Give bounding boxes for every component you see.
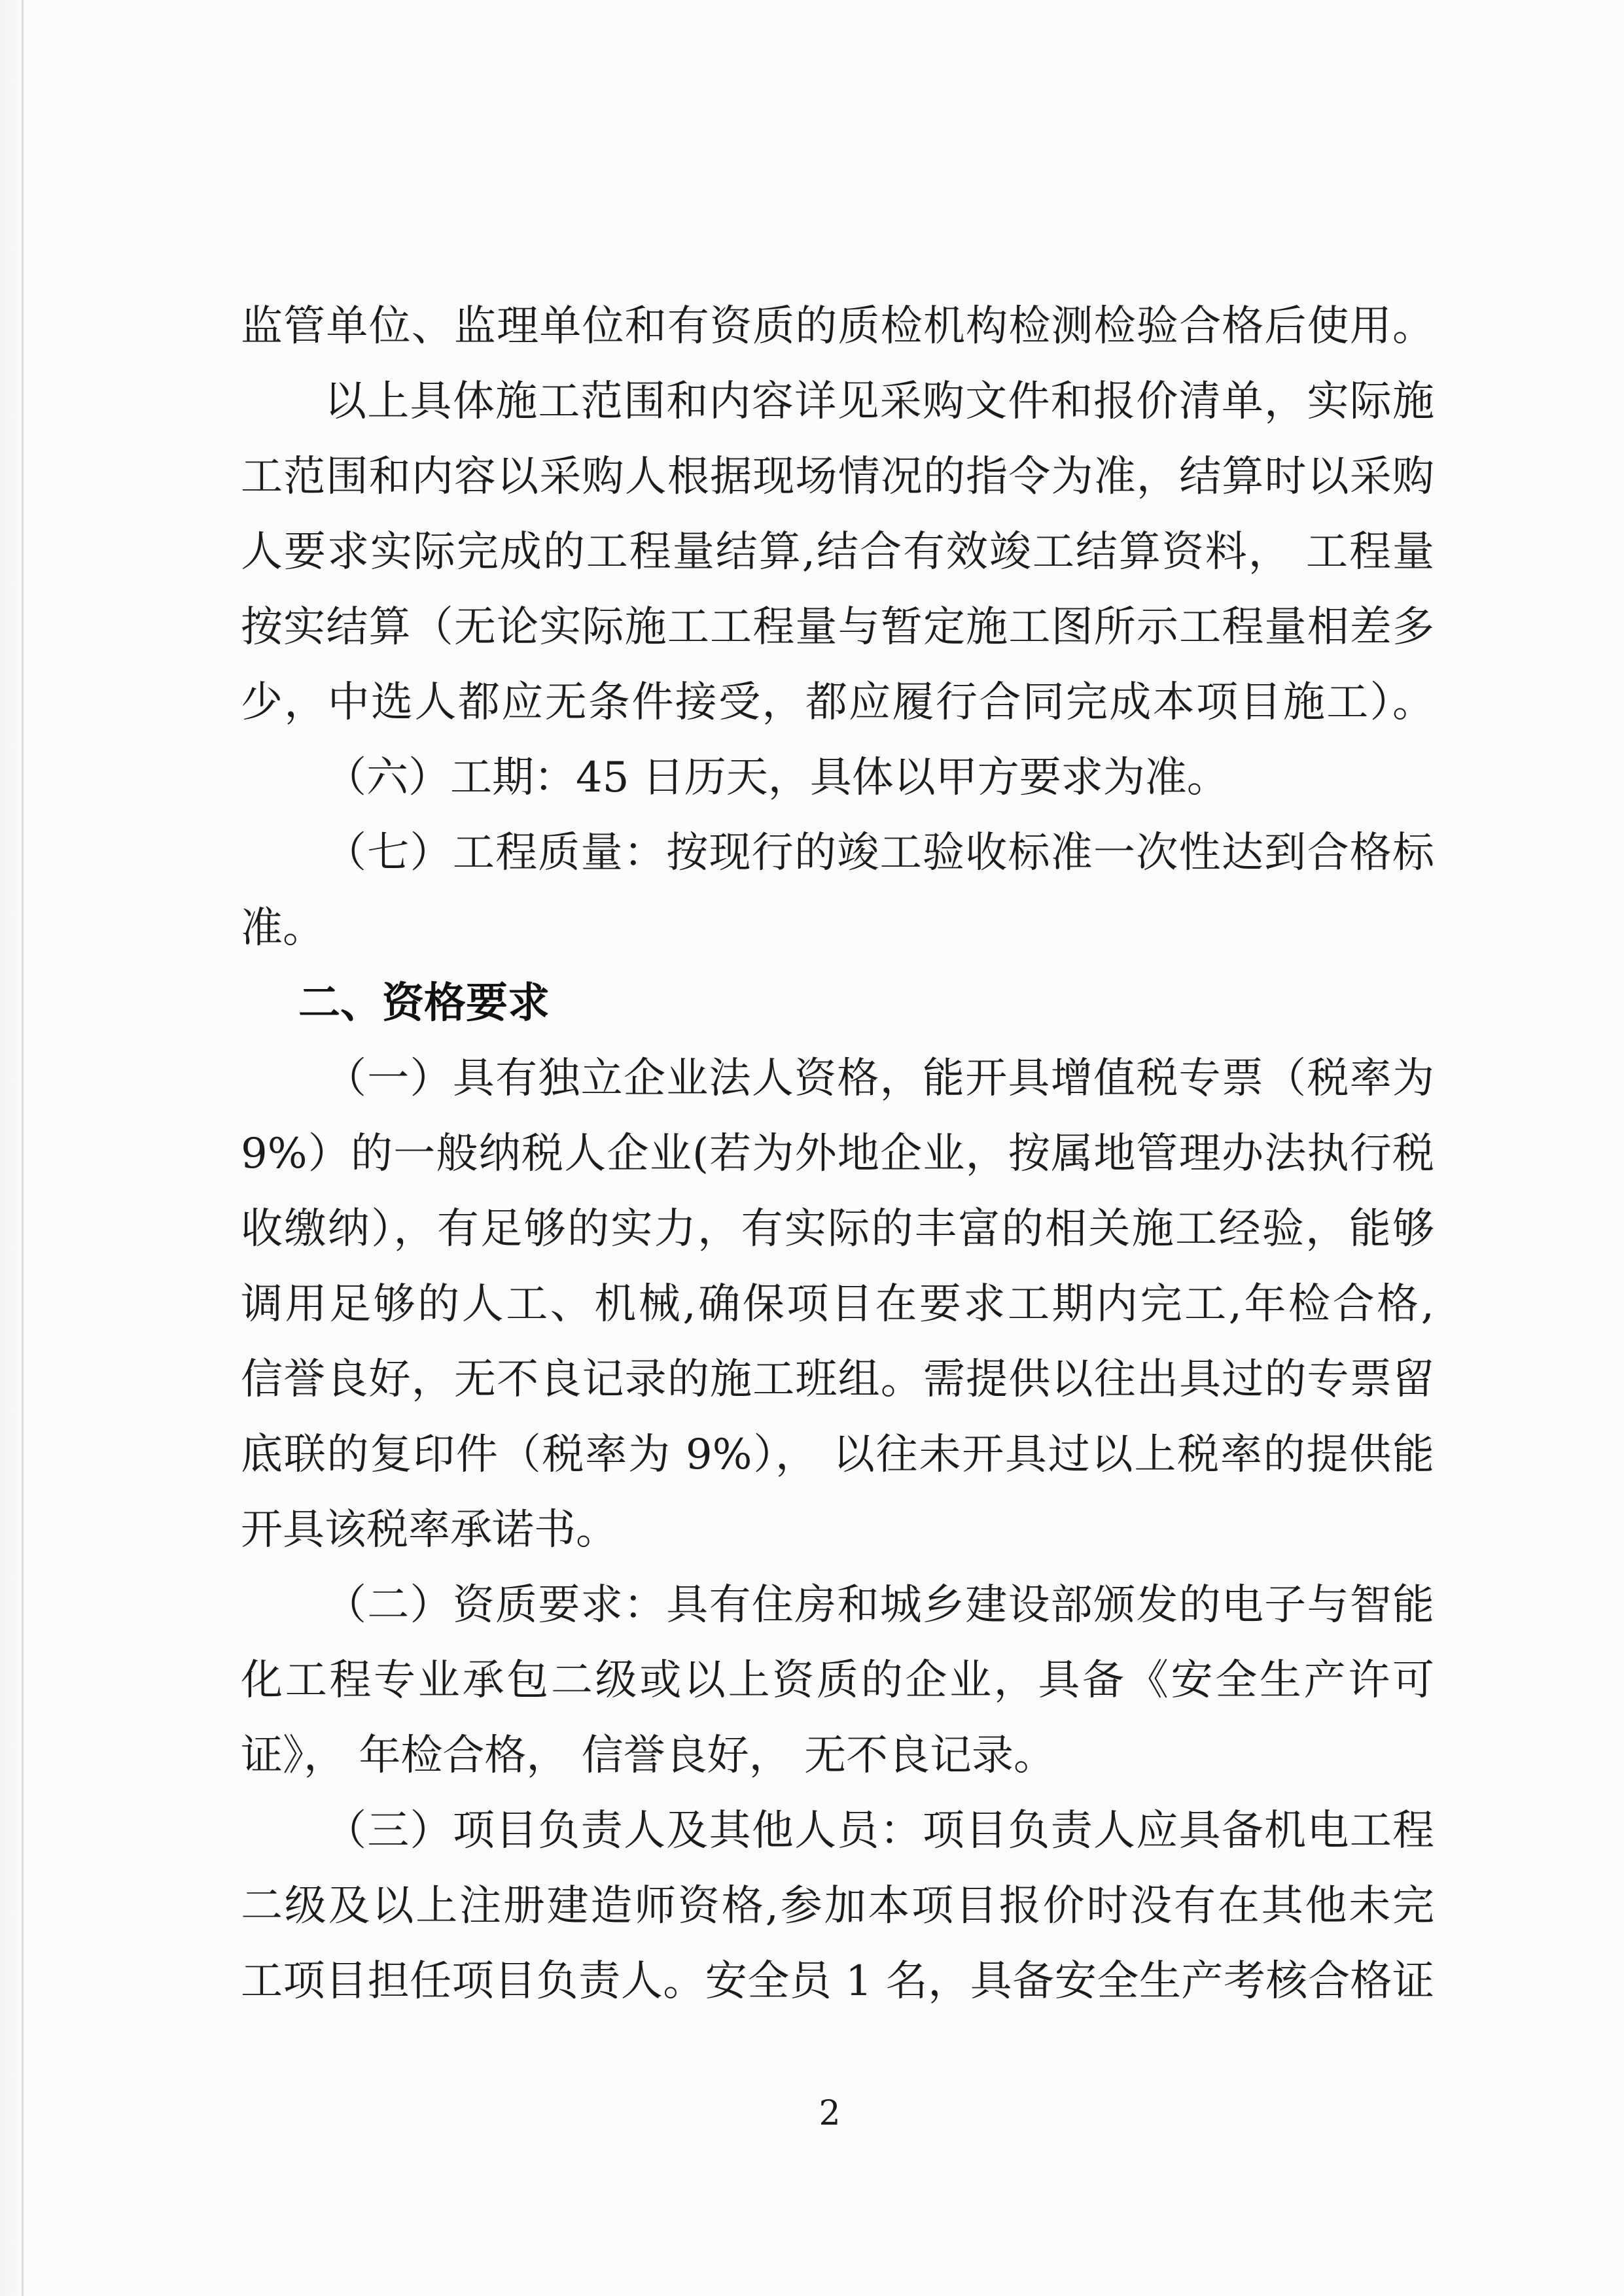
text-line: （二）资质要求：具有住房和城乡建设部颁发的电子与智能 xyxy=(325,1581,1434,1629)
text-line: （三）项目负责人及其他人员：项目负责人应具备机电工程 xyxy=(325,1807,1434,1855)
text-line: 信誉良好，无不良记录的施工班组。需提供以往出具过的专票留 xyxy=(241,1355,1434,1404)
text-line: 工范围和内容以采购人根据现场情况的指令为准，结算时以采购 xyxy=(241,453,1434,501)
text-line: 收缴纳），有足够的实力，有实际的丰富的相关施工经验，能够 xyxy=(241,1205,1434,1253)
text-line: 化工程专业承包二级或以上资质的企业，具备《安全生产许可 xyxy=(241,1656,1434,1705)
text-line: 少，中选人都应无条件接受，都应履行合同完成本项目施工）。 xyxy=(241,678,1434,727)
page-number: 2 xyxy=(819,2094,841,2133)
scan-edge-line xyxy=(22,0,24,2296)
text-line: 开具该税率承诺书。 xyxy=(241,1506,618,1554)
text-line: 工项目担任项目负责人。安全员 1 名，具备安全生产考核合格证 xyxy=(241,1957,1434,2006)
text-line: 二级及以上注册建造师资格,参加本项目报价时没有在其他未完 xyxy=(241,1882,1434,1930)
scan-edge-strip xyxy=(0,0,22,2296)
text-line: 调用足够的人工、机械,确保项目在要求工期内完工,年检合格, xyxy=(241,1280,1434,1329)
text-line: 监管单位、监理单位和有资质的质检机构检测检验合格后使用。 xyxy=(241,302,1434,351)
text-line: 以上具体施工范围和内容详见采购文件和报价清单，实际施 xyxy=(325,377,1434,426)
text-line: 准。 xyxy=(241,904,325,952)
text-line: 人要求实际完成的工程量结算,结合有效竣工结算资料， 工程量 xyxy=(241,528,1434,576)
text-line: 证》， 年检合格， 信誉良好， 无不良记录。 xyxy=(241,1731,1056,1780)
text-line: （六）工期：45 日历天，具体以甲方要求为准。 xyxy=(325,754,1229,802)
text-line: （七）工程质量：按现行的竣工验收标准一次性达到合格标 xyxy=(325,829,1434,877)
section-heading: 二、资格要求 xyxy=(298,979,550,1028)
text-line: （一）具有独立企业法人资格，能开具增值税专票（税率为 xyxy=(325,1054,1434,1103)
text-line: 按实结算（无论实际施工工程量与暂定施工图所示工程量相差多 xyxy=(241,603,1434,652)
text-line: 底联的复印件（税率为 9%）， 以往未开具过以上税率的提供能 xyxy=(241,1431,1434,1479)
text-line: 9%）的一般纳税人企业(若为外地企业，按属地管理办法执行税 xyxy=(241,1130,1434,1178)
document-body xyxy=(241,289,1434,2019)
